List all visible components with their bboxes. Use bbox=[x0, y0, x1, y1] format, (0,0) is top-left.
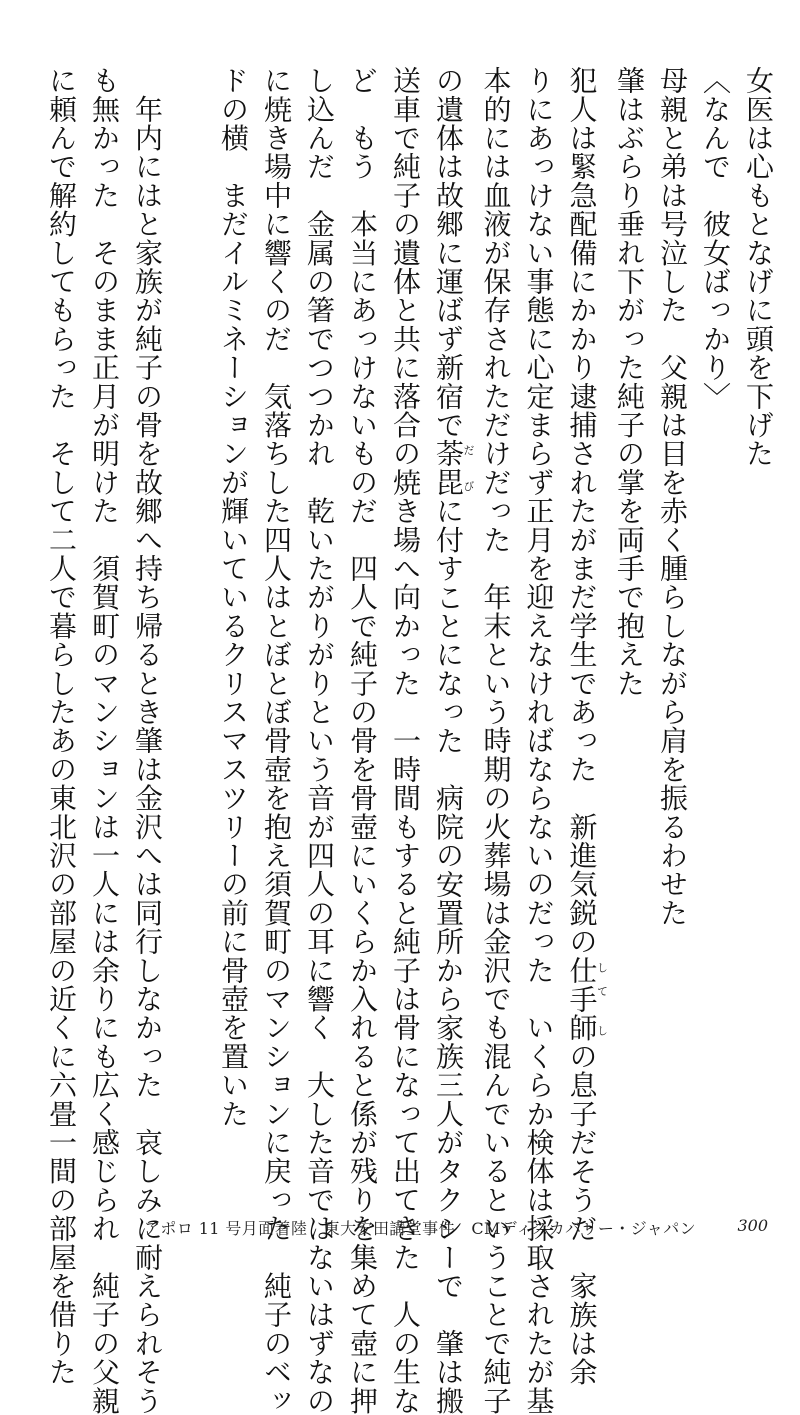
running-footer bbox=[0, 1212, 800, 1242]
text-line: ドの横 まだイルミネーションが輝いているクリスマスツリーの前に骨壺を置いた bbox=[217, 66, 250, 1128]
text-line: 〈なんで 彼女ばっかり〉 bbox=[699, 66, 732, 411]
paragraph-break bbox=[169, 66, 212, 1166]
page-number: 300 bbox=[737, 1216, 768, 1235]
text-line: の遺体は故郷に運ばず新宿で荼毘だ びに付すことになった 病院の安置所から家族三人がタクシーで 肇は搬 bbox=[432, 66, 475, 1415]
text-line: 女医は心もとなげに頭を下げた bbox=[742, 66, 775, 468]
text-line: 母親と弟は号泣した 父親は目を赤く腫らしながら肩を振るわせた bbox=[656, 66, 689, 928]
running-title: アポロ 11 号月面着陸 東大安田講堂事件 CMディスカバリー・ジャパン bbox=[144, 1219, 696, 1238]
text-line: し込んだ 金属の箸でつつかれ 乾いたがりがりという音が四人の耳に響く 大した音ではないはずなの bbox=[303, 66, 336, 1415]
text-line: に頼んで解約してもらった そして二人で暮らしたあの東北沢の部屋の近くに六畳一間の部屋を借りた bbox=[45, 66, 78, 1387]
text-line: 肇はぶらり垂れ下がった純子の掌を両手で抱えた bbox=[613, 66, 646, 698]
text-line: 送車で純子の遺体と共に落合の焼き場へ向かった 一時間もすると純子は骨になって出てきた 人の生な bbox=[389, 66, 422, 1415]
text-line: も無かった そのまま正月が明けた 須賀町のマンションは一人には余りにも広く感じられ 純子の父親 bbox=[88, 66, 121, 1415]
text-line: 年内にはと家族が純子の骨を故郷へ持ち帰るとき肇は金沢へは同行しなかった 哀しみに耐えられそう bbox=[131, 66, 164, 1415]
text-line: りにあっけない事態に心定まらず正月を迎えなければならないのだった いくらか検体は採取されたが基 bbox=[522, 66, 556, 1415]
text-line: ど もう 本当にあっけないものだ 四人で純子の骨を骨壺にいくらか入れると係が残りを集めて壺に押 bbox=[346, 66, 379, 1415]
text-line: 本的には血液が保存されただけだった 年末という時期の火葬場は金沢でも混んでいるということで純子 bbox=[479, 66, 513, 1415]
ruby-annotation: 荼毘だ び bbox=[432, 439, 475, 497]
text-line: に焼き場中に響くのだ 気落ちした四人はとぼとぼ骨壺を抱え須賀町のマンションに戻った 純子のベッ bbox=[260, 66, 293, 1415]
ruby-annotation: 仕手師して し bbox=[565, 955, 609, 1042]
text-line: 犯人は緊急配備にかかり逮捕されたがまだ学生であった 新進気鋭の仕手師して しの息子だそうだ 家族は余 bbox=[565, 66, 609, 1387]
